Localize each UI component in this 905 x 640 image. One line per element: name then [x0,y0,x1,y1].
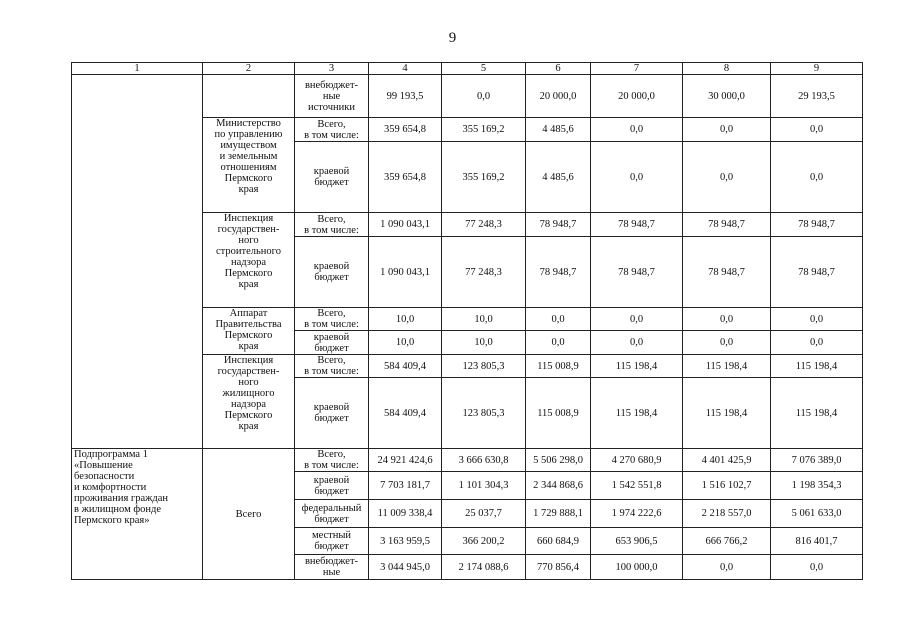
header-cell-6: 6 [526,63,591,75]
value-cell-col-5: 3 666 630,8 [442,449,526,472]
value-cell-col-9: 0,0 [771,308,863,331]
funding-source-cell: Всего, в том числе: [295,308,369,331]
value-cell-col-5: 10,0 [442,308,526,331]
funding-source-cell: местный бюджет [295,528,369,555]
value-cell-col-9: 816 401,7 [771,528,863,555]
value-cell-col-4: 584 409,4 [369,355,442,378]
value-cell-col-9: 5 061 633,0 [771,500,863,528]
value-cell-col-7: 4 270 680,9 [591,449,683,472]
value-cell-col-9: 29 193,5 [771,75,863,118]
value-cell-col-4: 99 193,5 [369,75,442,118]
value-cell-col-4: 359 654,8 [369,142,442,213]
value-cell-col-8: 78 948,7 [683,213,771,237]
header-cell-1: 1 [72,63,203,75]
header-row [72,63,863,75]
value-cell-col-4: 1 090 043,1 [369,213,442,237]
value-cell-col-7: 0,0 [591,142,683,213]
value-cell-col-6: 78 948,7 [526,237,591,308]
value-cell-col-7: 100 000,0 [591,555,683,580]
value-cell-col-9: 115 198,4 [771,378,863,449]
funding-source-cell: краевой бюджет [295,142,369,213]
value-cell-col-5: 2 174 088,6 [442,555,526,580]
value-cell-col-8: 2 218 557,0 [683,500,771,528]
value-cell-col-5: 355 169,2 [442,118,526,142]
value-cell-col-5: 366 200,2 [442,528,526,555]
value-cell-col-5: 123 805,3 [442,355,526,378]
value-cell-col-4: 584 409,4 [369,378,442,449]
header-cell-9: 9 [771,63,863,75]
organization-cell: Инспекция государствен- ного строительного надзора Пермского края [203,213,295,308]
header-cell-5: 5 [442,63,526,75]
value-cell-col-7: 20 000,0 [591,75,683,118]
value-cell-col-5: 0,0 [442,75,526,118]
value-cell-col-7: 115 198,4 [591,355,683,378]
value-cell-col-8: 1 516 102,7 [683,472,771,500]
funding-source-cell: краевой бюджет [295,472,369,500]
value-cell-col-7: 0,0 [591,308,683,331]
header-cell-4: 4 [369,63,442,75]
value-cell-col-6: 4 485,6 [526,142,591,213]
value-cell-col-6: 115 008,9 [526,378,591,449]
program-cell [72,75,203,449]
table-row [72,75,863,118]
value-cell-col-4: 3 163 959,5 [369,528,442,555]
value-cell-col-8: 0,0 [683,331,771,355]
value-cell-col-9: 0,0 [771,555,863,580]
value-cell-col-9: 78 948,7 [771,237,863,308]
value-cell-col-5: 77 248,3 [442,213,526,237]
value-cell-col-7: 653 906,5 [591,528,683,555]
value-cell-col-6: 1 729 888,1 [526,500,591,528]
header-cell-7: 7 [591,63,683,75]
value-cell-col-5: 10,0 [442,331,526,355]
funding-source-cell: краевой бюджет [295,331,369,355]
value-cell-col-4: 3 044 945,0 [369,555,442,580]
value-cell-col-9: 78 948,7 [771,213,863,237]
value-cell-col-8: 4 401 425,9 [683,449,771,472]
funding-source-cell: краевой бюджет [295,378,369,449]
value-cell-col-6: 115 008,9 [526,355,591,378]
value-cell-col-6: 0,0 [526,308,591,331]
header-cell-8: 8 [683,63,771,75]
value-cell-col-4: 24 921 424,6 [369,449,442,472]
value-cell-col-8: 666 766,2 [683,528,771,555]
organization-cell: Инспекция государствен- ного жилищного надзора Пермского края [203,355,295,449]
value-cell-col-8: 115 198,4 [683,355,771,378]
value-cell-col-4: 11 009 338,4 [369,500,442,528]
value-cell-col-7: 0,0 [591,118,683,142]
organization-cell: Аппарат Правительства Пермского края [203,308,295,355]
value-cell-col-8: 0,0 [683,142,771,213]
value-cell-col-7: 115 198,4 [591,378,683,449]
value-cell-col-6: 770 856,4 [526,555,591,580]
value-cell-col-7: 78 948,7 [591,213,683,237]
table-row [72,449,863,472]
value-cell-col-8: 115 198,4 [683,378,771,449]
funding-source-cell: краевой бюджет [295,237,369,308]
value-cell-col-8: 78 948,7 [683,237,771,308]
funding-source-cell: Всего, в том числе: [295,213,369,237]
funding-source-cell: внебюджет- ные источники [295,75,369,118]
value-cell-col-6: 5 506 298,0 [526,449,591,472]
value-cell-col-6: 660 684,9 [526,528,591,555]
value-cell-col-7: 1 974 222,6 [591,500,683,528]
value-cell-col-9: 0,0 [771,142,863,213]
value-cell-col-5: 25 037,7 [442,500,526,528]
value-cell-col-6: 4 485,6 [526,118,591,142]
organization-cell: Министерство по управлению имуществом и земельным отношениям Пермского края [203,118,295,213]
funding-source-cell: внебюджет- ные [295,555,369,580]
value-cell-col-4: 1 090 043,1 [369,237,442,308]
value-cell-col-9: 0,0 [771,331,863,355]
value-cell-col-4: 7 703 181,7 [369,472,442,500]
value-cell-col-5: 77 248,3 [442,237,526,308]
value-cell-col-5: 123 805,3 [442,378,526,449]
value-cell-col-6: 2 344 868,6 [526,472,591,500]
value-cell-col-9: 1 198 354,3 [771,472,863,500]
value-cell-col-6: 78 948,7 [526,213,591,237]
page-number: 9 [448,30,457,46]
value-cell-col-4: 10,0 [369,331,442,355]
value-cell-col-6: 0,0 [526,331,591,355]
subprogram-name-cell: Подпрограмма 1 «Повышение безопасности и комфортности проживания граждан в жилищном фонде Пермского края» [72,449,203,580]
value-cell-col-4: 359 654,8 [369,118,442,142]
value-cell-col-8: 0,0 [683,308,771,331]
header-cell-2: 2 [203,63,295,75]
value-cell-col-7: 78 948,7 [591,237,683,308]
funding-source-cell: Всего, в том числе: [295,118,369,142]
value-cell-col-4: 10,0 [369,308,442,331]
funding-source-cell: федеральный бюджет [295,500,369,528]
value-cell-col-8: 0,0 [683,555,771,580]
value-cell-col-5: 355 169,2 [442,142,526,213]
value-cell-col-7: 1 542 551,8 [591,472,683,500]
value-cell-col-7: 0,0 [591,331,683,355]
value-cell-col-8: 30 000,0 [683,75,771,118]
subprogram-org-cell: Всего [203,449,295,580]
value-cell-col-9: 115 198,4 [771,355,863,378]
value-cell-col-8: 0,0 [683,118,771,142]
value-cell-col-6: 20 000,0 [526,75,591,118]
header-cell-3: 3 [295,63,369,75]
budget-table [71,62,863,580]
funding-source-cell: Всего, в том числе: [295,355,369,378]
value-cell-col-5: 1 101 304,3 [442,472,526,500]
value-cell-col-9: 7 076 389,0 [771,449,863,472]
organization-cell [203,75,295,118]
value-cell-col-9: 0,0 [771,118,863,142]
funding-source-cell: Всего, в том числе: [295,449,369,472]
